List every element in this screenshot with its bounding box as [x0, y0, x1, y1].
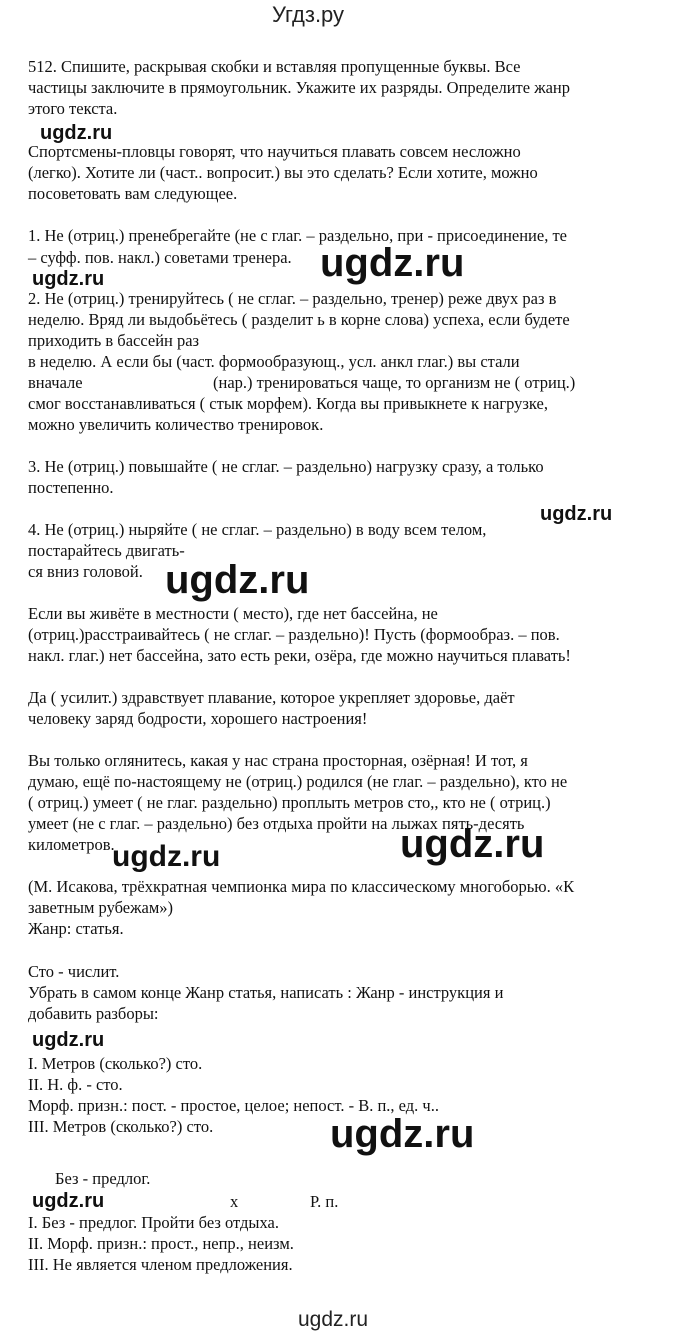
para7-line-1: Вы только оглянитесь, какая у нас страна просторная, озёрная! И тот, я: [28, 751, 528, 770]
item2-line-2: неделю. Вряд ли выдобьётесь ( разделит ь в корне слова) успеха, если будете: [28, 310, 570, 329]
task-line-3: этого текста.: [28, 99, 118, 118]
task-line-2: частицы заключите в прямоугольник. Укажите их разряды. Определите жанр: [28, 78, 571, 97]
parse1-line-2: II. Н. ф. - сто.: [28, 1075, 123, 1094]
parse2-line-1: I. Без - предлог. Пройти без отдыха.: [28, 1213, 279, 1232]
task-line-1: 512. Спишите, раскрывая скобки и вставляя пропущенные буквы. Все: [28, 57, 521, 76]
notes-line-1: Сто - числит.: [28, 962, 120, 981]
watermark-big: ugdz.ru: [330, 1112, 475, 1156]
item3-line-1: 3. Не (отриц.) повышайте ( не сглаг. – раздельно) нагрузку сразу, а только: [28, 457, 544, 476]
site-title: Угдз.ру: [272, 2, 345, 27]
intro-line-1: Спортсмены-пловцы говорят, что научиться плавать совсем несложно: [28, 142, 521, 161]
item2-line-6: смог восстанавливаться ( стык морфем). Когда вы привыкнете к нагрузке,: [28, 394, 548, 413]
watermark-medium: ugdz.ru: [112, 840, 221, 873]
watermark-big: ugdz.ru: [165, 558, 310, 602]
watermark-small: ugdz.ru: [32, 1190, 105, 1212]
watermark-small: ugdz.ru: [40, 122, 113, 144]
parse1-line-4: III. Метров (сколько?) сто.: [28, 1117, 214, 1136]
watermark-small: ugdz.ru: [540, 503, 613, 525]
item2-line-5b: (нар.) тренироваться чаще, то организм не ( отриц.): [213, 373, 576, 392]
item4-line-2: постарайтесь двигать-: [28, 541, 185, 560]
source-line-1: (М. Исакова, трёхкратная чемпионка мира по классическому многоборью. «К: [28, 877, 575, 896]
para7-line-3: ( отриц.) умеет ( не глаг. раздельно) проплыть метров сто,, кто не ( отриц.): [28, 793, 551, 812]
para5-line-2: (отриц.)расстраивайтесь ( не сглаг. – раздельно)! Пусть (формообраз. – пов.: [28, 625, 560, 644]
footer-watermark: ugdz.ru: [298, 1308, 369, 1331]
item3-line-2: постепенно.: [28, 478, 114, 497]
parse1-line-1: I. Метров (сколько?) сто.: [28, 1054, 203, 1073]
para7-line-5: километров.: [28, 835, 115, 854]
intro-line-3: посоветовать вам следующее.: [28, 184, 238, 203]
parse2-line-3: III. Не является членом предложения.: [28, 1255, 293, 1274]
source-line-2: заветным рубежам»): [28, 898, 174, 917]
para6-line-2: человеку заряд бодрости, хорошего настроения!: [28, 709, 368, 728]
para5-line-1: Если вы живёте в местности ( место), где нет бассейна, не: [28, 604, 438, 623]
item4-line-3: ся вниз головой.: [28, 562, 143, 581]
para7-line-4: умеет (не с глаг. – раздельно) без отдыха пройти на лыжах пять-десять: [28, 814, 525, 833]
para5-line-3: накл. глаг.) нет бассейна, зато есть реки, озёра, где можно научиться плавать!: [28, 646, 571, 665]
watermark-small: ugdz.ru: [32, 268, 105, 290]
item2-line-7: можно увеличить количество тренировок.: [28, 415, 324, 434]
para6-line-1: Да ( усилит.) здравствует плавание, которое укрепляет здоровье, даёт: [28, 688, 515, 707]
item1-line-1: 1. Не (отриц.) пренебрегайте (не с глаг. – раздельно, при - присоединение, те: [28, 226, 567, 245]
watermark-big: ugdz.ru: [320, 241, 465, 285]
notes-line-3: добавить разборы:: [28, 1004, 159, 1023]
parse2-mark-case: Р. п.: [310, 1192, 339, 1211]
notes-line-2: Убрать в самом конце Жанр статья, написать : Жанр - инструкция и: [28, 983, 504, 1002]
item2-line-3: приходить в бассейн раз: [28, 331, 200, 350]
parse2-mark-x: х: [230, 1192, 239, 1211]
source-line-3: Жанр: статья.: [28, 919, 124, 938]
item2-line-1: 2. Не (отриц.) тренируйтесь ( не сглаг. – раздельно, тренер) реже двух раз в: [28, 289, 557, 308]
item1-line-2: – суфф. пов. накл.) советами тренера.: [28, 248, 292, 267]
item2-line-4: в неделю. А если бы (част. формообразующ., усл. анкл глаг.) вы стали: [28, 352, 520, 371]
watermark-big: ugdz.ru: [400, 822, 545, 866]
para7-line-2: думаю, ещё по-настоящему не (отриц.) родился (не глаг. – раздельно), кто не: [28, 772, 568, 791]
parse2-line-2: II. Морф. призн.: прост., непр., неизм.: [28, 1234, 294, 1253]
parse2-title: Без - предлог.: [55, 1169, 151, 1188]
item4-line-1: 4. Не (отриц.) ныряйте ( не сглаг. – раздельно) в воду всем телом,: [28, 520, 487, 539]
parse1-line-3: Морф. призн.: пост. - простое, целое; непост. - В. п., ед. ч..: [28, 1096, 439, 1115]
item2-line-5a: вначале: [28, 373, 83, 392]
intro-line-2: (легко). Хотите ли (част.. вопросит.) вы это сделать? Если хотите, можно: [28, 163, 538, 182]
watermark-small: ugdz.ru: [32, 1029, 105, 1051]
